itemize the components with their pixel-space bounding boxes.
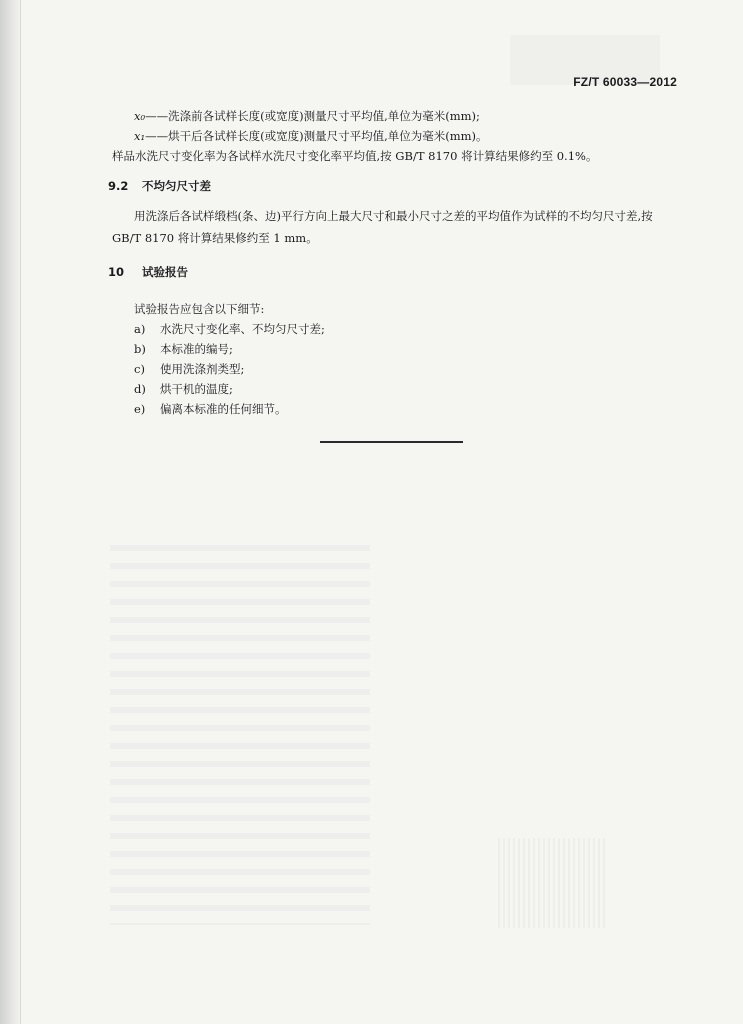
variable-symbol: x₀ [134, 109, 146, 123]
report-intro: 试验报告应包含以下细节: [134, 302, 265, 316]
list-item [134, 321, 325, 337]
list-text: 偏离本标准的任何细节。 [160, 402, 287, 416]
list-text: 烘干机的温度; [160, 382, 233, 396]
variable-text: ——烘干后各试样长度(或宽度)测量尺寸平均值,单位为毫米(mm)。 [145, 129, 488, 143]
section-heading-10 [108, 264, 188, 280]
section-9-2-paragraph: 用洗涤后各试样缎档(条、边)平行方向上最大尺寸和最小尺寸之差的平均值作为试样的不均匀尺寸差,按 GB/T 8170 将计算结果修约至 1 mm。 [112, 209, 653, 245]
standard-code: FZ/T 60033—2012 [573, 75, 677, 89]
section-title: 不均匀尺寸差 [142, 179, 211, 193]
list-marker: d) [134, 382, 146, 396]
bleed-through-text [110, 545, 370, 925]
list-marker: b) [134, 342, 146, 356]
list-marker: c) [134, 362, 145, 376]
list-text: 使用洗涤剂类型; [160, 362, 245, 376]
list-item [134, 381, 233, 397]
list-marker: e) [134, 402, 146, 416]
result-sentence: 样品水洗尺寸变化率为各试样水洗尺寸变化率平均值,按 GB/T 8170 将计算结果修约至 0.1%。 [112, 149, 598, 163]
section-heading-9-2 [108, 178, 211, 194]
list-text: 水洗尺寸变化率、不均匀尺寸差; [160, 322, 325, 336]
list-marker: a) [134, 322, 146, 336]
variable-definition-x0 [134, 107, 480, 125]
list-item [134, 361, 244, 377]
page-binding-edge [0, 0, 21, 1024]
variable-symbol: x₁ [134, 129, 146, 143]
list-item [134, 341, 233, 357]
section-title: 试验报告 [142, 265, 188, 279]
end-of-document-rule [320, 441, 463, 443]
variable-text: ——洗涤前各试样长度(或宽度)测量尺寸平均值,单位为毫米(mm); [145, 109, 480, 123]
section-number: 10 [108, 265, 125, 279]
list-text: 本标准的编号; [160, 342, 233, 356]
variable-definition-x1 [134, 127, 488, 145]
section-number: 9.2 [108, 179, 129, 193]
bleed-through-barcode [498, 838, 608, 928]
list-item [134, 401, 287, 417]
